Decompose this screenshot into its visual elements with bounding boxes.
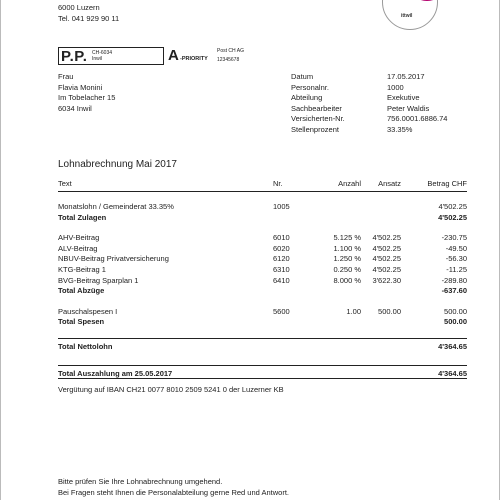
pp-postcode: CH-6034 (92, 50, 113, 56)
meta-row-clerk (291, 104, 471, 115)
meta-row-percent (291, 125, 471, 136)
cell-text: KTG-Beitrag 1 (58, 264, 106, 274)
meta-value: 756.0001.6886.74 (387, 114, 448, 123)
table-row (58, 244, 467, 255)
logo-text: ittwil (401, 13, 413, 19)
cell-nr: 6020 (273, 243, 290, 253)
cell-betrag: -56.30 (445, 254, 467, 264)
priority-text: -PRIORITY (180, 56, 208, 62)
meta-label: Personalnr. (291, 82, 329, 92)
cell-betrag: -289.80 (441, 275, 467, 285)
header-text: Text (58, 179, 72, 188)
cell-ansatz: 500.00 (378, 306, 401, 316)
total-label: Total Spesen (58, 317, 105, 327)
meta-value: 33.35% (387, 124, 413, 134)
net-label: Total Nettolohn (58, 341, 113, 351)
payout-label: Total Auszahlung am 25.05.2017 (58, 368, 173, 378)
sender-city: 6000 Luzern (58, 3, 100, 12)
cell-nr: 6410 (273, 275, 290, 285)
transfer-note: Vergütung auf IBAN CH21 0077 8010 2509 5241 0 der Luzerner KB (58, 385, 284, 394)
meta-value: Peter Waldis (387, 103, 430, 113)
meta-value: Exekutive (387, 93, 420, 102)
footer-line: Bitte prüfen Sie Ihre Lohnabrechnung umgehend. (58, 477, 223, 486)
cell-ansatz: 4'502.25 (372, 264, 401, 274)
total-row-spesen (58, 317, 467, 328)
cell-nr: 5600 (273, 306, 290, 316)
pp-place: Inwil (92, 56, 103, 62)
meta-label: Stellenprozent (291, 124, 339, 134)
payout-amount: 4'364.65 (438, 368, 467, 378)
total-label: Total Abzüge (58, 286, 105, 296)
meta-label: Sachbearbeiter (291, 103, 342, 113)
cell-text: ALV-Beitrag (58, 243, 98, 253)
post-ag-name: Post CH AG (217, 48, 244, 54)
recipient-line: 6034 Inwil (58, 103, 92, 113)
meta-row-insurance (291, 114, 471, 125)
priority-letter: A (168, 47, 179, 64)
cell-nr: 6120 (273, 254, 290, 264)
cell-betrag: -11.25 (446, 264, 467, 274)
recipient-line: Flavia Monini (58, 82, 103, 92)
table-row (58, 254, 467, 265)
header-ansatz: Ansatz (378, 179, 401, 188)
cell-text: Pauschalspesen I (58, 306, 118, 316)
cell-anzahl: 1.250 % (333, 254, 361, 264)
recipient-line: Frau (58, 72, 74, 81)
footer-line: Bei Fragen steht Ihnen die Personalabteilung gerne Red und Antwort. (58, 488, 289, 497)
sender-phone: Tel. 041 929 90 11 (58, 14, 120, 23)
header-anzahl: Anzahl (338, 179, 361, 188)
table-row (58, 276, 467, 287)
company-logo (382, 0, 438, 30)
cell-nr: 1005 (273, 202, 290, 211)
cell-nr: 6010 (273, 233, 290, 243)
cell-nr: 6310 (273, 264, 290, 274)
cell-ansatz: 3'622.30 (372, 275, 401, 285)
cell-betrag: 500.00 (444, 306, 467, 316)
meta-row-date (291, 72, 471, 83)
cell-text: BVG-Beitrag Sparplan 1 (58, 275, 139, 285)
table-row (58, 307, 467, 318)
post-ag-info (217, 47, 244, 65)
table-header (58, 178, 467, 192)
table-row (58, 265, 467, 276)
net-amount: 4'364.65 (438, 341, 467, 351)
payroll-table (58, 178, 467, 379)
cell-anzahl: 5.125 % (333, 233, 361, 243)
meta-label: Abteilung (291, 93, 323, 102)
cell-betrag: -49.50 (445, 243, 467, 253)
cell-anzahl: 8.000 % (333, 275, 361, 285)
meta-label: Versicherten-Nr. (291, 114, 345, 123)
meta-row-personnel (291, 83, 471, 94)
sender-address (58, 2, 119, 24)
document-meta (291, 72, 471, 135)
document-title: Lohnabrechnung Mai 2017 (58, 159, 177, 170)
cell-anzahl: 0.250 % (333, 264, 361, 274)
cell-betrag: -230.75 (441, 233, 467, 243)
total-amount: -637.60 (441, 286, 467, 296)
post-ag-number: 12345678 (217, 57, 240, 63)
meta-row-department (291, 93, 471, 104)
total-label: Total Zulagen (58, 212, 107, 222)
cell-text: NBUV-Beitrag Privatversicherung (58, 254, 169, 264)
table-row (58, 202, 467, 213)
header-betrag: Betrag CHF (427, 179, 467, 188)
cell-ansatz: 4'502.25 (372, 243, 401, 253)
cell-ansatz: 4'502.25 (372, 254, 401, 264)
footer-note (58, 476, 289, 498)
total-amount: 500.00 (444, 317, 467, 327)
cell-text: Monatslohn / Gemeinderat 33.35% (58, 202, 174, 211)
cell-anzahl: 1.100 % (333, 243, 361, 253)
cell-betrag: 4'502.25 (438, 202, 467, 211)
total-row-nettolohn (58, 338, 467, 349)
total-row-abzuege (58, 286, 467, 297)
pp-mark: P.P. (61, 48, 88, 65)
table-row (58, 233, 467, 244)
total-amount: 4'502.25 (438, 212, 467, 222)
meta-value: 1000 (387, 82, 404, 92)
total-row-auszahlung (58, 365, 467, 379)
meta-label: Datum (291, 72, 314, 81)
total-row-zulagen (58, 213, 467, 224)
recipient-line: Im Tobelacher 15 (58, 93, 116, 102)
meta-value: 17.05.2017 (387, 72, 425, 81)
cell-anzahl: 1.00 (346, 306, 361, 316)
cell-text: AHV-Beitrag (58, 233, 100, 243)
cell-ansatz: 4'502.25 (372, 233, 401, 243)
postage-box (58, 47, 164, 65)
recipient-address (58, 72, 115, 114)
logo-arc-icon (407, 0, 438, 1)
header-nr: Nr. (273, 179, 283, 188)
